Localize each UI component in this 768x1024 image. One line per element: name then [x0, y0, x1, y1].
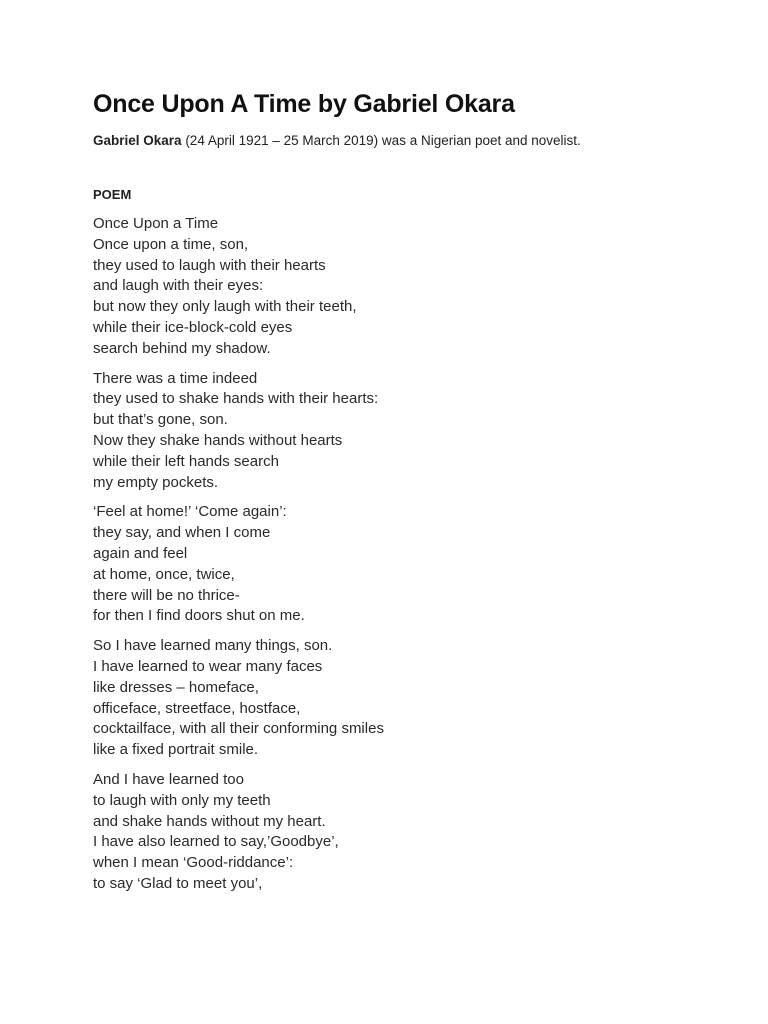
poem-line: Now they shake hands without hearts	[93, 431, 343, 449]
poem-line: there will be no thrice-	[93, 586, 240, 604]
author-name: Gabriel Okara	[93, 133, 182, 148]
poem-line: at home, once, twice,	[93, 565, 235, 583]
poem-line: they say, and when I come	[93, 524, 271, 542]
poem-line: I have learned to wear many faces	[93, 657, 323, 675]
stanza	[93, 770, 728, 895]
stanza	[93, 636, 728, 761]
poem-line: they used to laugh with their hearts	[93, 256, 326, 274]
poem-line: So I have learned many things, son.	[93, 637, 333, 655]
poem-line: but now they only laugh with their teeth,	[93, 298, 357, 316]
poem-line: while their left hands search	[93, 452, 279, 470]
author-bio: (24 April 1921 – 25 March 2019) was a Nigerian poet and novelist.	[181, 133, 581, 148]
section-label: POEM	[93, 187, 132, 202]
poem-line: and shake hands without my heart.	[93, 812, 326, 830]
poem-line: to say ‘Glad to meet you’,	[93, 874, 263, 892]
poem-line: my empty pockets.	[93, 473, 219, 491]
poem-line: again and feel	[93, 544, 188, 562]
poem-line: but that’s gone, son.	[93, 411, 228, 429]
stanza	[93, 214, 728, 360]
poem-line: And I have learned too	[93, 770, 244, 788]
poem-body	[93, 214, 728, 895]
stanza	[93, 369, 728, 494]
poem-line: cocktailface, with all their conforming smiles	[93, 720, 384, 738]
page-title: Once Upon A Time by Gabriel Okara	[93, 90, 515, 118]
poem-line: Once upon a time, son,	[93, 235, 249, 253]
poem-line: search behind my shadow.	[93, 339, 271, 357]
poem-line: while their ice-block-cold eyes	[93, 318, 293, 336]
poem-line: officeface, streetface, hostface,	[93, 699, 301, 717]
poem-line: to laugh with only my teeth	[93, 791, 271, 809]
poem-line: for then I find doors shut on me.	[93, 607, 305, 625]
poem-line: they used to shake hands with their hearts:	[93, 390, 379, 408]
poem-line: like dresses – homeface,	[93, 678, 259, 696]
stanza	[93, 502, 728, 627]
poem-line: I have also learned to say,’Goodbye’,	[93, 833, 339, 851]
poem-line: when I mean ‘Good-riddance’:	[93, 854, 294, 872]
poem-line: and laugh with their eyes:	[93, 277, 264, 295]
poem-line: ‘Feel at home!’ ‘Come again’:	[93, 503, 287, 521]
author-intro	[93, 131, 728, 151]
poem-line: There was a time indeed	[93, 369, 258, 387]
poem-line: like a fixed portrait smile.	[93, 741, 259, 759]
poem-line: Once Upon a Time	[93, 215, 219, 232]
